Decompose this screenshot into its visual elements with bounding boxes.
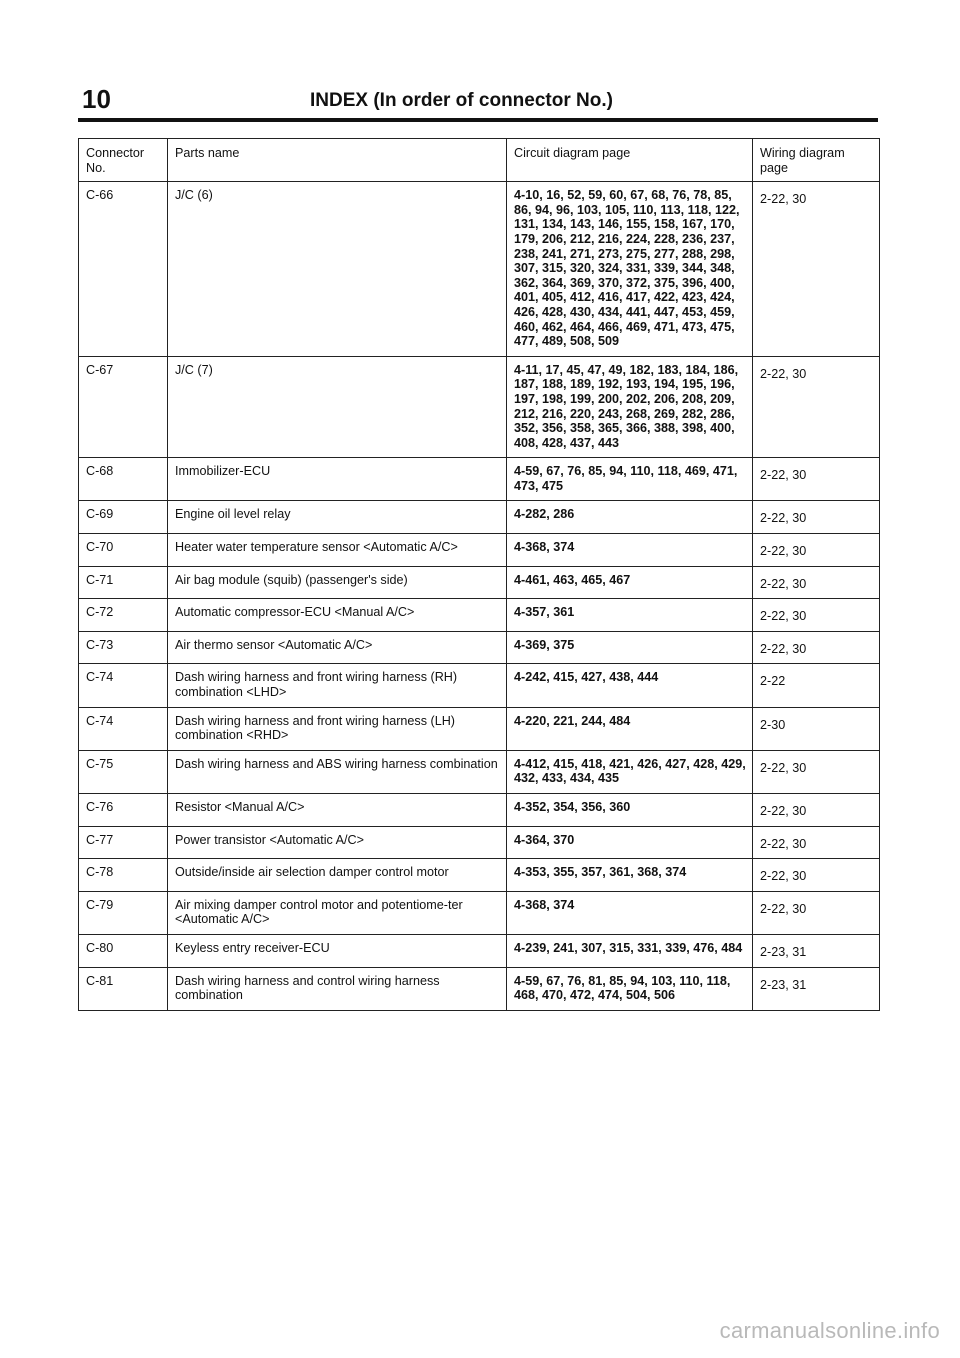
circuit-page-cell: 4-220, 221, 244, 484 [507,707,753,750]
parts-name-cell: Outside/inside air selection damper control motor [168,859,507,892]
wiring-page-cell: 2-22, 30 [753,566,880,599]
connector-cell: C-71 [79,566,168,599]
column-header-wiring-diagram: Wiring diagram page [753,139,880,182]
wiring-page-cell: 2-22, 30 [753,501,880,534]
wiring-page-cell: 2-22, 30 [753,599,880,632]
wiring-page-cell: 2-22, 30 [753,182,880,357]
circuit-page-cell: 4-357, 361 [507,599,753,632]
table-header-row [79,139,880,182]
connector-cell: C-73 [79,631,168,664]
circuit-page-cell: 4-364, 370 [507,826,753,859]
connector-cell: C-68 [79,458,168,501]
wiring-page-cell: 2-22, 30 [753,859,880,892]
circuit-page-cell: 4-368, 374 [507,534,753,567]
circuit-page-cell: 4-239, 241, 307, 315, 331, 339, 476, 484 [507,934,753,967]
table-row [79,566,880,599]
table-row [79,458,880,501]
parts-name-cell: Engine oil level relay [168,501,507,534]
header-rule [78,118,878,122]
connector-cell: C-79 [79,891,168,934]
wiring-page-cell: 2-22, 30 [753,891,880,934]
connector-cell: C-67 [79,356,168,458]
table-row [79,631,880,664]
connector-cell: C-81 [79,967,168,1010]
circuit-page-cell: 4-369, 375 [507,631,753,664]
column-header-connector: Connector No. [79,139,168,182]
table-row [79,967,880,1010]
connector-cell: C-75 [79,750,168,793]
wiring-page-cell: 2-22, 30 [753,631,880,664]
connector-cell: C-72 [79,599,168,632]
parts-name-cell: Keyless entry receiver-ECU [168,934,507,967]
circuit-page-cell: 4-352, 354, 356, 360 [507,794,753,827]
circuit-page-cell: 4-368, 374 [507,891,753,934]
parts-name-cell: Dash wiring harness and front wiring harness (LH) combination <RHD> [168,707,507,750]
circuit-page-cell: 4-59, 67, 76, 85, 94, 110, 118, 469, 471, 473, 475 [507,458,753,501]
connector-cell: C-77 [79,826,168,859]
circuit-page-cell: 4-242, 415, 427, 438, 444 [507,664,753,707]
circuit-page-cell: 4-282, 286 [507,501,753,534]
parts-name-cell: Dash wiring harness and ABS wiring harness combination [168,750,507,793]
table-row [79,501,880,534]
watermark: carmanualsonline.info [719,1318,940,1343]
circuit-page-cell: 4-59, 67, 76, 81, 85, 94, 103, 110, 118, 468, 470, 472, 474, 504, 506 [507,967,753,1010]
parts-name-cell: Immobilizer-ECU [168,458,507,501]
circuit-page-cell: 4-353, 355, 357, 361, 368, 374 [507,859,753,892]
parts-name-cell: Air thermo sensor <Automatic A/C> [168,631,507,664]
connector-cell: C-80 [79,934,168,967]
connector-cell: C-74 [79,664,168,707]
parts-name-cell: Air mixing damper control motor and potentiome-ter <Automatic A/C> [168,891,507,934]
wiring-page-cell: 2-22, 30 [753,458,880,501]
wiring-page-cell: 2-22, 30 [753,750,880,793]
wiring-page-cell: 2-22, 30 [753,534,880,567]
connector-cell: C-76 [79,794,168,827]
parts-name-cell: Air bag module (squib) (passenger's side) [168,566,507,599]
table-row [79,599,880,632]
parts-name-cell: Resistor <Manual A/C> [168,794,507,827]
parts-name-cell: J/C (6) [168,182,507,357]
column-header-circuit-diagram: Circuit diagram page [507,139,753,182]
table-row [79,934,880,967]
wiring-page-cell: 2-22 [753,664,880,707]
connector-cell: C-66 [79,182,168,357]
table-row [79,356,880,458]
connector-cell: C-78 [79,859,168,892]
wiring-page-cell: 2-22, 30 [753,826,880,859]
connector-index-table [78,138,880,1011]
table-row [79,891,880,934]
parts-name-cell: Dash wiring harness and control wiring harness combination [168,967,507,1010]
connector-cell: C-70 [79,534,168,567]
parts-name-cell: Power transistor <Automatic A/C> [168,826,507,859]
table-row [79,664,880,707]
table-row [79,707,880,750]
wiring-page-cell: 2-23, 31 [753,967,880,1010]
page-number: 10 [82,84,111,114]
wiring-page-cell: 2-30 [753,707,880,750]
table-body [79,182,880,1011]
circuit-page-cell: 4-461, 463, 465, 467 [507,566,753,599]
parts-name-cell: Automatic compressor-ECU <Manual A/C> [168,599,507,632]
wiring-page-cell: 2-22, 30 [753,794,880,827]
page-title: INDEX (In order of connector No.) [310,90,613,111]
table-row [79,826,880,859]
parts-name-cell: Dash wiring harness and front wiring harness (RH) combination <LHD> [168,664,507,707]
circuit-page-cell: 4-10, 16, 52, 59, 60, 67, 68, 76, 78, 85, 86, 94, 96, 103, 105, 110, 113, 118, 122, 131, 134, 143, 146, 155, 158, 167, 170, 179, 206, 212, 216, 224, 228, 236, 237, 238, 241, 271, 273, 275, 277, 288, 298, 307, 315, 320, 324, 331, 339, 344, 348, 362, 364, 369, 370, 372, 375, 396, 400, 401, 405, 412, 416, 417, 422, 423, 424, 426, 428, 430, 434, 441, 447, 453, 459, 460, 462, 464, 466, 469, 471, 473, 475, 477, 489, 508, 509 [507,182,753,357]
table-row [79,182,880,357]
connector-cell: C-69 [79,501,168,534]
circuit-page-cell: 4-11, 17, 45, 47, 49, 182, 183, 184, 186, 187, 188, 189, 192, 193, 194, 195, 196, 197, 198, 199, 200, 202, 206, 208, 209, 212, 216, 220, 243, 268, 269, 282, 286, 352, 356, 358, 365, 366, 388, 398, 400, 408, 428, 437, 443 [507,356,753,458]
column-header-parts-name: Parts name [168,139,507,182]
connector-cell: C-74 [79,707,168,750]
table-row [79,534,880,567]
wiring-page-cell: 2-22, 30 [753,356,880,458]
table-row [79,794,880,827]
circuit-page-cell: 4-412, 415, 418, 421, 426, 427, 428, 429, 432, 433, 434, 435 [507,750,753,793]
wiring-page-cell: 2-23, 31 [753,934,880,967]
parts-name-cell: J/C (7) [168,356,507,458]
table-row [79,750,880,793]
table-row [79,859,880,892]
parts-name-cell: Heater water temperature sensor <Automatic A/C> [168,534,507,567]
